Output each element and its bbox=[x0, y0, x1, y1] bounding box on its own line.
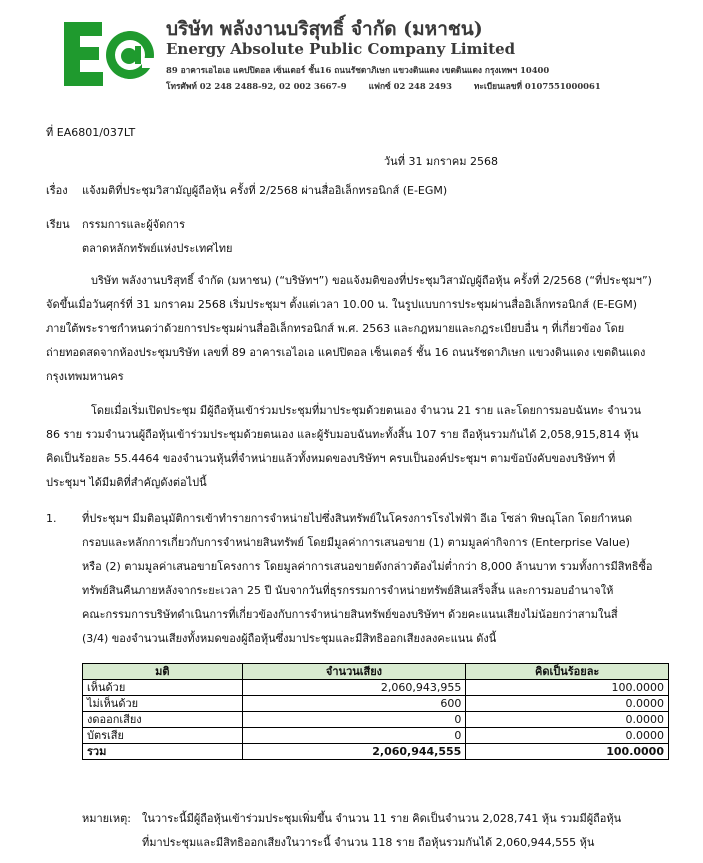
company-name-en: Energy Absolute Public Company Limited bbox=[166, 40, 516, 58]
vote-percent: 0.0000 bbox=[466, 712, 669, 728]
item-line: ที่ประชุมฯ มีมติอนุมัติการเข้าทำรายการจำหน่ายไปซึ่งสินทรัพย์ในโครงการโรงไฟฟ้า อีเอ โซล่า พิษณุโลก โดยกำหนด bbox=[82, 512, 633, 525]
subject-text: แจ้งมติที่ประชุมวิสามัญผู้ถือหุ้น ครั้งที่ 2/2568 ผ่านสื่ออิเล็กทรอนิกส์ (E-EGM) bbox=[82, 184, 448, 197]
subject-label: เรื่อง bbox=[46, 184, 68, 197]
note-line: ที่มาประชุมและมีสิทธิออกเสียงในวาระนี้ จำนวน 118 ราย ถือหุ้นรวมกันได้ 2,060,944,555 หุ้น bbox=[142, 836, 595, 849]
letter-date: วันที่ 31 มกราคม 2568 bbox=[384, 155, 499, 168]
recipient-label: เรียน bbox=[46, 218, 70, 231]
table-row bbox=[83, 680, 669, 696]
table-row bbox=[83, 728, 669, 744]
company-contact bbox=[166, 79, 623, 93]
paragraph-line: บริษัท พลังงานบริสุทธิ์ จำกัด (มหาชน) (“บริษัทฯ”) ขอแจ้งมติของที่ประชุมวิสามัญผู้ถือหุ้น ครั้งที่ 2/2568 (“ที่ประชุมฯ”) bbox=[91, 274, 652, 287]
paragraph-line: คิดเป็นร้อยละ 55.4464 ของจำนวนหุ้นที่จำหน่ายแล้วทั้งหมดของบริษัทฯ ครบเป็นองค์ประชุมฯ ตามข้อบังคับของบริษัทฯ ที่ bbox=[46, 452, 616, 465]
resolution-label: เห็นด้วย bbox=[83, 680, 243, 696]
company-name-th: บริษัท พลังงานบริสุทธิ์ จำกัด (มหาชน) bbox=[166, 18, 483, 40]
item-line: หรือ (2) ตามมูลค่าเสนอขายโครงการ โดยมูลค่าการเสนอขายดังกล่าวต้องไม่ต่ำกว่า 8,000 ล้านบาท รวมทั้งการมีสิทธิซื้อ bbox=[82, 560, 653, 573]
item-number: 1. bbox=[46, 512, 57, 525]
vote-result-table bbox=[82, 663, 669, 760]
paragraph-line: ประชุมฯ ได้มีมติที่สำคัญดังต่อไปนี้ bbox=[46, 476, 207, 489]
total-label: รวม bbox=[83, 744, 243, 760]
resolution-label: บัตรเสีย bbox=[83, 728, 243, 744]
paragraph-line: ถ่ายทอดสดจากห้องประชุมบริษัท เลขที่ 89 อาคารเอไอเอ แคปปิตอล เซ็นเตอร์ ชั้น 16 ถนนรัชดาภิเษก แขวงดินแดง เขตดินแดง bbox=[46, 346, 646, 359]
resolution-label: ไม่เห็นด้วย bbox=[83, 696, 243, 712]
paragraph-line: จัดขึ้นเมื่อวันศุกร์ที่ 31 มกราคม 2568 เริ่มประชุมฯ ตั้งแต่เวลา 10.00 น. ในรูปแบบการประชุมผ่านสื่ออิเล็กทรอนิกส์ (E-EGM) bbox=[46, 298, 637, 311]
table-row bbox=[83, 696, 669, 712]
vote-percent: 0.0000 bbox=[466, 696, 669, 712]
table-header-row bbox=[83, 664, 669, 680]
note-label: หมายเหตุ: bbox=[82, 812, 131, 825]
item-line: กรอบและหลักการเกี่ยวกับการจำหน่ายสินทรัพย์ โดยมีมูลค่าการเสนอขาย (1) ตามมูลค่ากิจการ (Enterprise Value) bbox=[82, 536, 630, 549]
company-logo bbox=[62, 18, 156, 90]
paragraph-line: โดยเมื่อเริ่มเปิดประชุม มีผู้ถือหุ้นเข้าร่วมประชุมที่มาประชุมด้วยตนเอง จำนวน 21 ราย และโดยการมอบฉันทะ จำนวน bbox=[91, 404, 642, 417]
vote-percent: 0.0000 bbox=[466, 728, 669, 744]
column-header: คิดเป็นร้อยละ bbox=[466, 664, 669, 680]
paragraph-line: 86 ราย รวมจำนวนผู้ถือหุ้นเข้าร่วมประชุมด้วยตนเอง และผู้รับมอบฉันทะทั้งสิ้น 107 ราย ถือหุ้นรวมกันได้ 2,058,915,814 หุ้น bbox=[46, 428, 639, 441]
vote-percent: 100.0000 bbox=[466, 680, 669, 696]
item-line: ทรัพย์สินคืนภายหลังจากระยะเวลา 25 ปี นับจากวันที่ธุรกรรมการจำหน่ายทรัพย์สินเสร็จสิ้น และการมอบอำนาจให้ bbox=[82, 584, 614, 597]
vote-count: 0 bbox=[242, 712, 466, 728]
recipient-line: กรรมการและผู้จัดการ bbox=[82, 218, 185, 231]
column-header: มติ bbox=[83, 664, 243, 680]
vote-count: 0 bbox=[242, 728, 466, 744]
phone-number: โทรศัพท์ 02 248 2488-92, 02 002 3667-9 bbox=[166, 81, 347, 91]
item-line: (3/4) ของจำนวนเสียงทั้งหมดของผู้ถือหุ้นซึ่งมาประชุมและมีสิทธิออกเสียงลงคะแนน ดังนี้ bbox=[82, 632, 497, 645]
company-address: 89 อาคารเอไอเอ แคปปิตอล เซ็นเตอร์ ชั้น16 ถนนรัชดาภิเษก แขวงดินแดง เขตดินแดง กรุงเทพฯ 10400 bbox=[166, 65, 550, 75]
total-percent: 100.0000 bbox=[466, 744, 669, 760]
recipient-line: ตลาดหลักทรัพย์แห่งประเทศไทย bbox=[82, 242, 233, 255]
total-votes: 2,060,944,555 bbox=[242, 744, 466, 760]
column-header: จำนวนเสียง bbox=[242, 664, 466, 680]
item-line: คณะกรรมการบริษัทดำเนินการที่เกี่ยวข้องกับการจำหน่ายสินทรัพย์ของบริษัทฯ ด้วยคะแนนเสียงไม่น้อยกว่าสามในสี่ bbox=[82, 608, 618, 621]
fax-number: แฟกซ์ 02 248 2493 bbox=[368, 81, 452, 91]
resolution-label: งดออกเสียง bbox=[83, 712, 243, 728]
reference-number: ที่ EA6801/037LT bbox=[46, 126, 136, 139]
paragraph-line: กรุงเทพมหานคร bbox=[46, 370, 124, 383]
table-row bbox=[83, 712, 669, 728]
registration-number: ทะเบียนเลขที่ 0107551000061 bbox=[473, 81, 601, 91]
vote-count: 600 bbox=[242, 696, 466, 712]
table-total-row bbox=[83, 744, 669, 760]
vote-count: 2,060,943,955 bbox=[242, 680, 466, 696]
paragraph-line: ภายใต้พระราชกำหนดว่าด้วยการประชุมผ่านสื่ออิเล็กทรอนิกส์ พ.ศ. 2563 และกฎหมายและกฎระเบียบอื่น ๆ ที่เกี่ยวข้อง โดย bbox=[46, 322, 625, 335]
note-line: ในวาระนี้มีผู้ถือหุ้นเข้าร่วมประชุมเพิ่มขึ้น จำนวน 11 ราย คิดเป็นจำนวน 2,028,741 หุ้น รวมมีผู้ถือหุ้น bbox=[142, 812, 622, 825]
